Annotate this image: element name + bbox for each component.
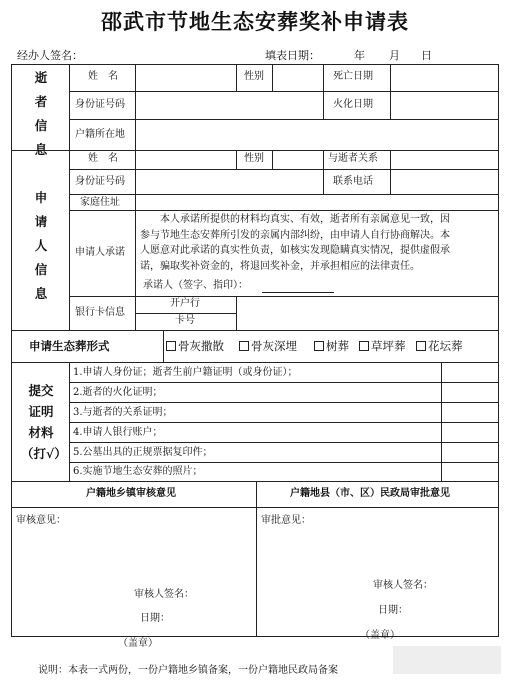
handler-signature-label: 经办人签名： [17,49,83,62]
burial-option[interactable]: 花坛葬 [416,340,463,352]
checkbox[interactable] [166,341,176,351]
material-item: 5.公墓出具的正规票据复印件； [73,447,213,458]
burial-option[interactable]: 骨灰深埋 [239,340,297,352]
deceased-hukou-label: 户籍所在地 [75,129,125,140]
materials-section-text: 提交 证明 材料 （打√） [21,383,67,461]
signature-line [262,292,334,293]
material-item: 1.申请人身份证；逝者生前户籍证明（或身份证）； [73,367,298,378]
material-item: 2.逝者的火化证明； [73,387,163,398]
promise-line: 诺，骗取奖补资金的，将退回奖补金，并承担相应的法律责任。 [140,260,420,272]
grey-overlay [393,646,501,674]
deceased-id-label: 身份证号码 [75,99,125,110]
burial-option[interactable]: 树葬 [314,340,349,352]
town-review-title: 户籍地乡镇审核意见 [86,488,176,499]
material-item: 6.实施节地生态安葬的照片； [73,466,203,477]
bank-card-label: 卡号 [175,315,195,326]
applicant-id-label: 身份证号码 [75,176,125,187]
county-review-title: 户籍地县（市、区）民政局审批意见 [290,488,450,499]
bank-open-label: 开户行 [170,298,200,309]
county-opinion-label: 审批意见： [261,515,311,526]
phone-label: 联系电话 [333,176,373,187]
promise-line: 人愿意对此承诺的真实性负责，如核实发现隐瞒真实情况，提供虚假承 [140,245,450,256]
town-review-date: 日期： [140,613,170,624]
fill-date-label: 填表日期： [265,49,320,62]
promise-line: 本人承诺所提供的材料均真实、有效，逝者所有亲属意见一致，因 [160,214,450,225]
promise-label: 申请人承诺 [75,247,125,258]
materials-section-label [14,380,68,464]
promise-sign-label: 承诺人（签字、指印）： [143,280,248,291]
promise-line: 参与节地生态安葬所引发的亲属内部纠纷，由申请人自行协商解决。本 [140,229,450,241]
burial-option[interactable]: 草坪葬 [359,340,406,352]
relation-label: 与逝者关系 [328,153,378,164]
applicant-name-label: 姓 名 [88,153,118,164]
checkbox[interactable] [239,341,249,351]
form-title: 邵武市节地生态安葬奖补申请表 [101,9,409,34]
applicant-gender-label: 性别 [244,153,264,164]
town-opinion-label: 审核意见： [16,515,66,526]
town-reviewer-sign: 审核人签名： [134,589,194,600]
checkbox[interactable] [314,341,324,351]
checkbox[interactable] [416,341,426,351]
burial-option[interactable]: 骨灰撒散 [166,340,224,352]
material-item: 3.与逝者的关系证明； [73,407,173,418]
burial-form-label: 申请生态葬形式 [29,339,110,353]
date-day: 日 [421,49,432,62]
county-review-date: 日期： [378,605,408,616]
death-date-label: 死亡日期 [333,71,373,82]
county-reviewer-sign: 审核人签名： [373,580,433,591]
material-item: 4.申请人银行账户； [73,427,163,438]
deceased-gender-label: 性别 [244,71,264,82]
town-seal: （盖章） [118,638,158,649]
address-label: 家庭住址 [80,197,120,208]
date-year: 年 [354,49,365,62]
checkbox[interactable] [359,341,369,351]
bank-info-label: 银行卡信息 [75,307,125,318]
deceased-name-label: 姓 名 [88,71,118,82]
county-seal: （盖章） [360,630,400,641]
cremation-date-label: 火化日期 [333,99,373,110]
promise-text [140,212,496,274]
footer-note: 说明：本表一式两份，一份户籍地乡镇备案，一份户籍地民政局备案 [38,665,338,676]
deceased-section-label: 逝 者 信 息 [34,70,48,157]
date-month: 月 [389,49,400,62]
applicant-section-label: 申 请 人 信 息 [34,190,48,301]
